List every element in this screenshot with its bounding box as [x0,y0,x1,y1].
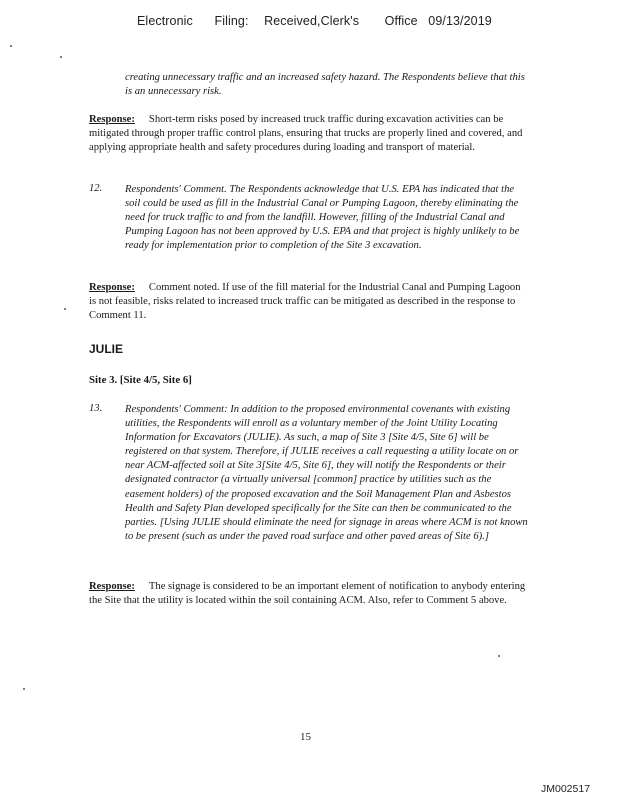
document-id: JM002517 [541,783,591,795]
comment-13-number: 13. [89,403,103,414]
scan-speck [64,308,66,310]
header-word-office: Office [384,14,418,28]
comment-12-number: 12. [89,183,103,194]
scan-speck [60,56,62,58]
response-text-2: Comment noted. If use of the fill material for the Industrial Canal and Pumping Lagoon is not feasible, risks related to increased truck traffic can be mitigated as described in the response to Comment 11. [89,282,521,322]
response-text-1: Short-term risks posed by increased truck traffic during excavation activities can be mitigated through proper traffic control plans, ensuring that trucks are properly lined and covered, and applying appropriate health and safety procedures during loading and transport of material. [89,114,523,154]
filing-header [137,14,502,28]
response-paragraph-2 [89,281,529,323]
comment-13-text: Respondents' Comment: In addition to the proposed environmental covenants with existing utilities, the Respondents will enroll as a voluntary member of the Joint Utility Locating Information for Excavators (JULIE). As such, a map of Site 3 [Site 4/5, Site 6] will be registered on that system. Therefore, if JULIE receives a call requesting a utility locate on or near ACM-affected soil at Site 3[Site 4/5, Site 6], they will notify the Respondents or their designated contractor (a virtually universal [common] practice by utilities such as the easement holders) of the proposed excavation and the Soil Management Plan and Asbestos Health and Safety Plan developed specifically for the Site can then be communicated to the parties. [Using JULIE should eliminate the need for signage in areas where ACM is not known to be present (such as under the paved road surface and other paved areas of Site 6).] [125,404,528,542]
response-label: Response: [89,282,135,293]
response-text-3: The signage is considered to be an important element of notification to anybody entering the Site that the utility is located within the soil containing ACM. Also, refer to Comment 5 above. [89,581,526,607]
header-word-received: Received,Clerk's [264,14,360,28]
response-paragraph-1 [89,113,529,155]
sub-heading: Site 3. [Site 4/5, Site 6] [89,374,192,386]
scan-speck [10,45,12,47]
header-word-filing: Filing: [214,14,249,28]
scan-speck [23,688,25,690]
comment-12-text: Respondents' Comment. The Respondents acknowledge that U.S. EPA has indicated that the soil could be used as fill in the Industrial Canal or Pumping Lagoon, thereby eliminating the need for truck traffic to and from the landfill. However, filling of the Industrial Canal and Pumping Lagoon has not been approved by U.S. EPA and that project is highly unlikely to be ready for implementation prior to completion of the Site 3 excavation. [125,184,520,252]
header-date: 09/13/2019 [428,14,492,28]
section-heading: JULIE [89,342,124,356]
response-label: Response: [89,114,135,125]
header-word-electronic: Electronic [137,14,193,28]
response-paragraph-3 [89,580,529,608]
response-label: Response: [89,581,135,592]
intro-quote: creating unnecessary traffic and an increased safety hazard. The Respondents believe that this is an unnecessary risk. [125,72,525,98]
scan-speck [498,655,500,657]
page-number: 15 [300,731,311,743]
